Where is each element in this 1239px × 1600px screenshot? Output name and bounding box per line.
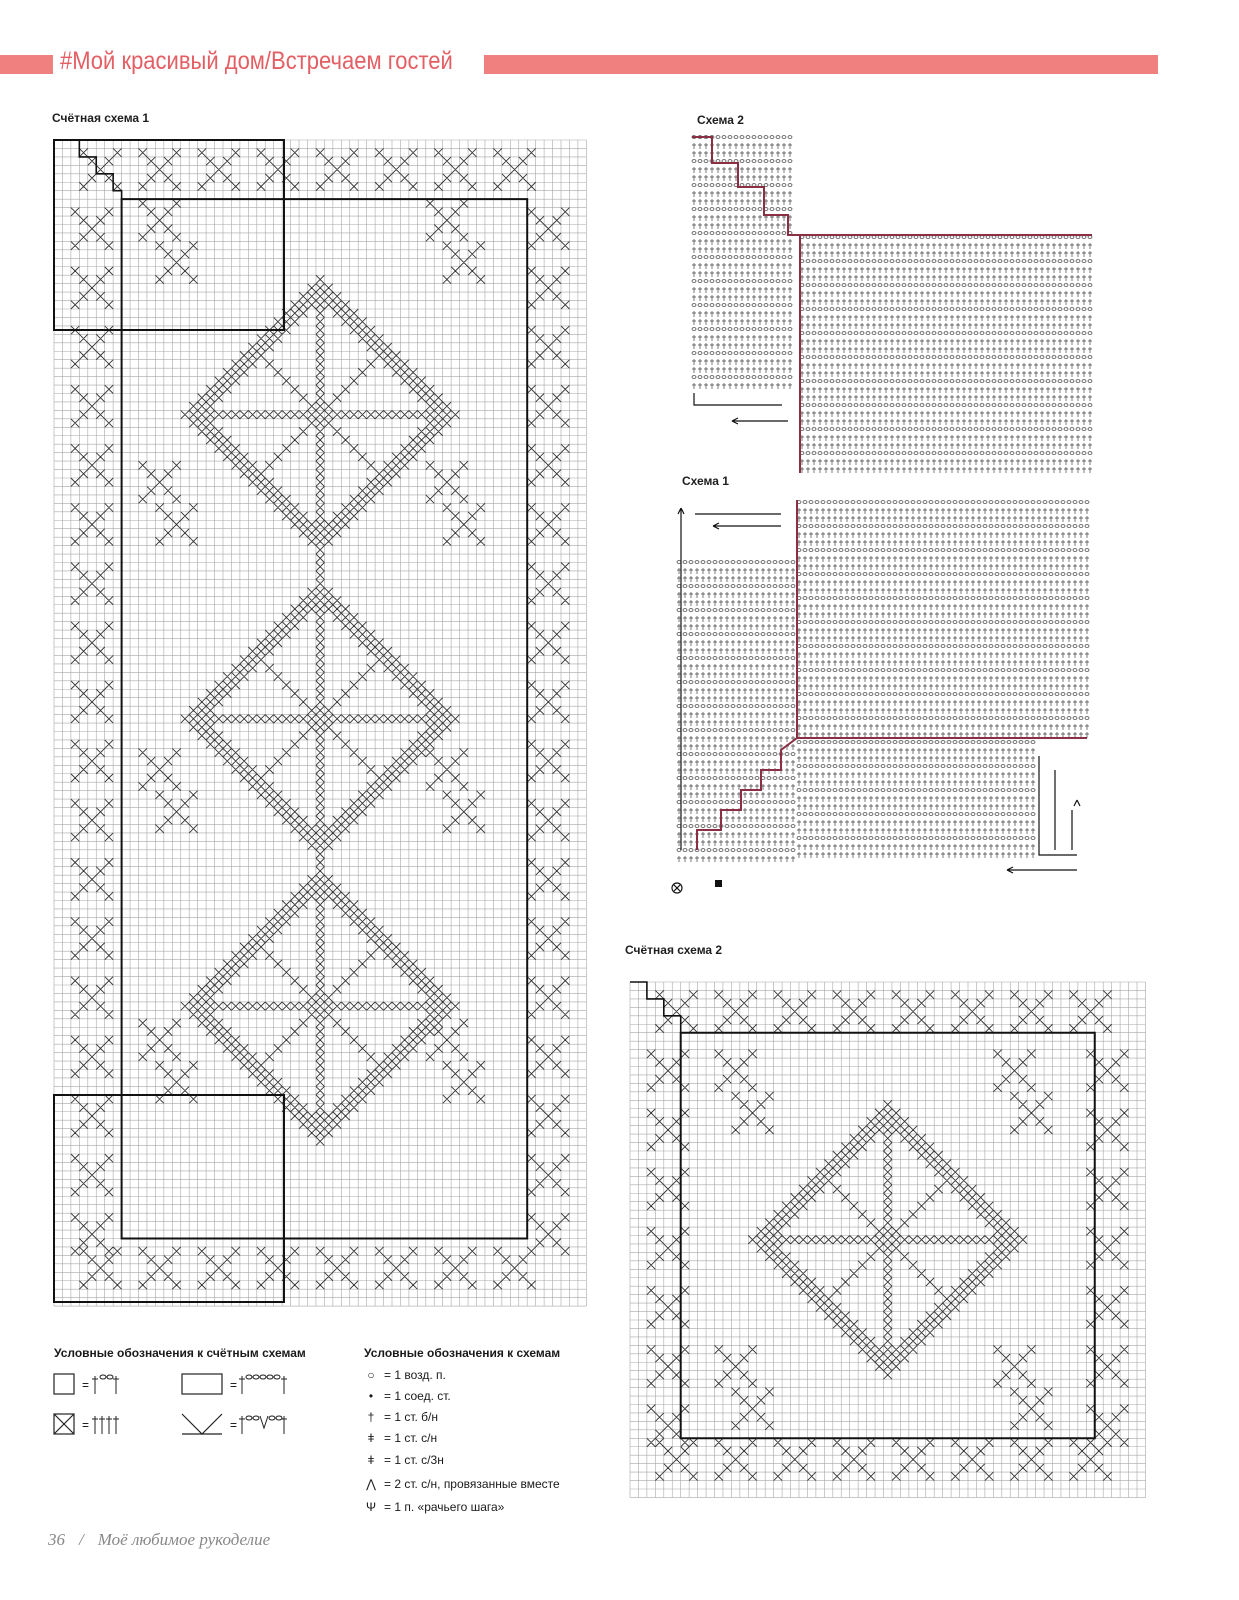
legend-counting-symbols xyxy=(52,1368,312,1448)
svg-text:=: = xyxy=(230,1378,238,1392)
legend-double-crochet: ǂ = 1 ст. с/н xyxy=(364,1427,560,1448)
header-accent-right xyxy=(484,55,1158,74)
scheme-2-diagram xyxy=(692,135,1112,485)
page-number: 36 xyxy=(48,1530,65,1549)
legend-dc2tog: ⋀ = 2 ст. с/н, провязанные вместе xyxy=(364,1472,560,1496)
direction-arrows xyxy=(694,393,788,424)
stitch-rows xyxy=(800,236,1092,473)
double-crochet-icon: ǂ xyxy=(367,1430,375,1445)
stitch-rows xyxy=(797,501,1089,738)
legend-wide-cell xyxy=(182,1374,222,1394)
legend-single-crochet: † = 1 ст. б/н xyxy=(364,1406,560,1427)
counting-chart-1-label: Счётная схема 1 xyxy=(52,111,150,125)
legend-chain-stitch: ○ = 1 возд. п. xyxy=(364,1364,560,1385)
chain-icon: ○ xyxy=(367,1367,375,1382)
magazine-title: Моё любимое рукоделие xyxy=(97,1530,271,1549)
stitch-rows xyxy=(797,741,1035,858)
chart-motif-cells xyxy=(71,148,570,1289)
counting-chart-1 xyxy=(54,140,600,1314)
legend-counting-title: Условные обозначения к счётным схемам xyxy=(54,1346,306,1360)
counting-chart-2 xyxy=(630,982,1160,1522)
legend-wide-cell-symbol xyxy=(239,1375,287,1394)
stitch-rows xyxy=(677,561,795,862)
triple-crochet-icon: ǂ xyxy=(367,1453,375,1467)
legend-empty-cell xyxy=(54,1374,74,1394)
stitch-rows xyxy=(692,136,792,389)
legend-crab-stitch: Ψ = 1 п. «рачьего шага» xyxy=(365,1499,505,1514)
crab-stitch-icon: Ψ xyxy=(365,1499,377,1514)
scheme-1-diagram xyxy=(677,500,1122,920)
page-footer xyxy=(48,1530,270,1550)
scheme-2-label: Схема 2 xyxy=(697,113,744,127)
legend-empty-cell-eq: = xyxy=(82,1378,90,1392)
slip-stitch-icon: • xyxy=(368,1388,374,1403)
counting-chart-2-label: Счётная схема 2 xyxy=(625,943,723,957)
legend-v-cell xyxy=(182,1414,222,1434)
scheme-1-label: Схема 1 xyxy=(682,474,729,488)
svg-text:=: = xyxy=(230,1418,238,1432)
svg-text:=: = xyxy=(82,1418,90,1432)
footer-separator: / xyxy=(79,1530,84,1549)
scheme-outline xyxy=(697,500,1087,850)
section-title: #Мой красивый дом/Встречаем гостей xyxy=(60,47,453,75)
header-accent-left xyxy=(0,55,53,74)
dc2tog-icon: ⋀ xyxy=(366,1477,376,1491)
legend-filled-cell-symbol xyxy=(92,1416,119,1434)
legend-v-cell-symbol xyxy=(239,1416,287,1434)
legend-empty-cell-symbol xyxy=(92,1375,119,1394)
chart-grid xyxy=(54,140,586,1306)
single-crochet-icon: † xyxy=(367,1409,375,1424)
legend-schemes-title: Условные обозначения к схемам xyxy=(364,1346,561,1360)
legend-triple-crochet: ǂ = 1 ст. с/3н xyxy=(364,1448,560,1472)
legend-schemes-list xyxy=(364,1364,560,1517)
legend-slip-stitch: • = 1 соед. ст. xyxy=(364,1385,560,1406)
